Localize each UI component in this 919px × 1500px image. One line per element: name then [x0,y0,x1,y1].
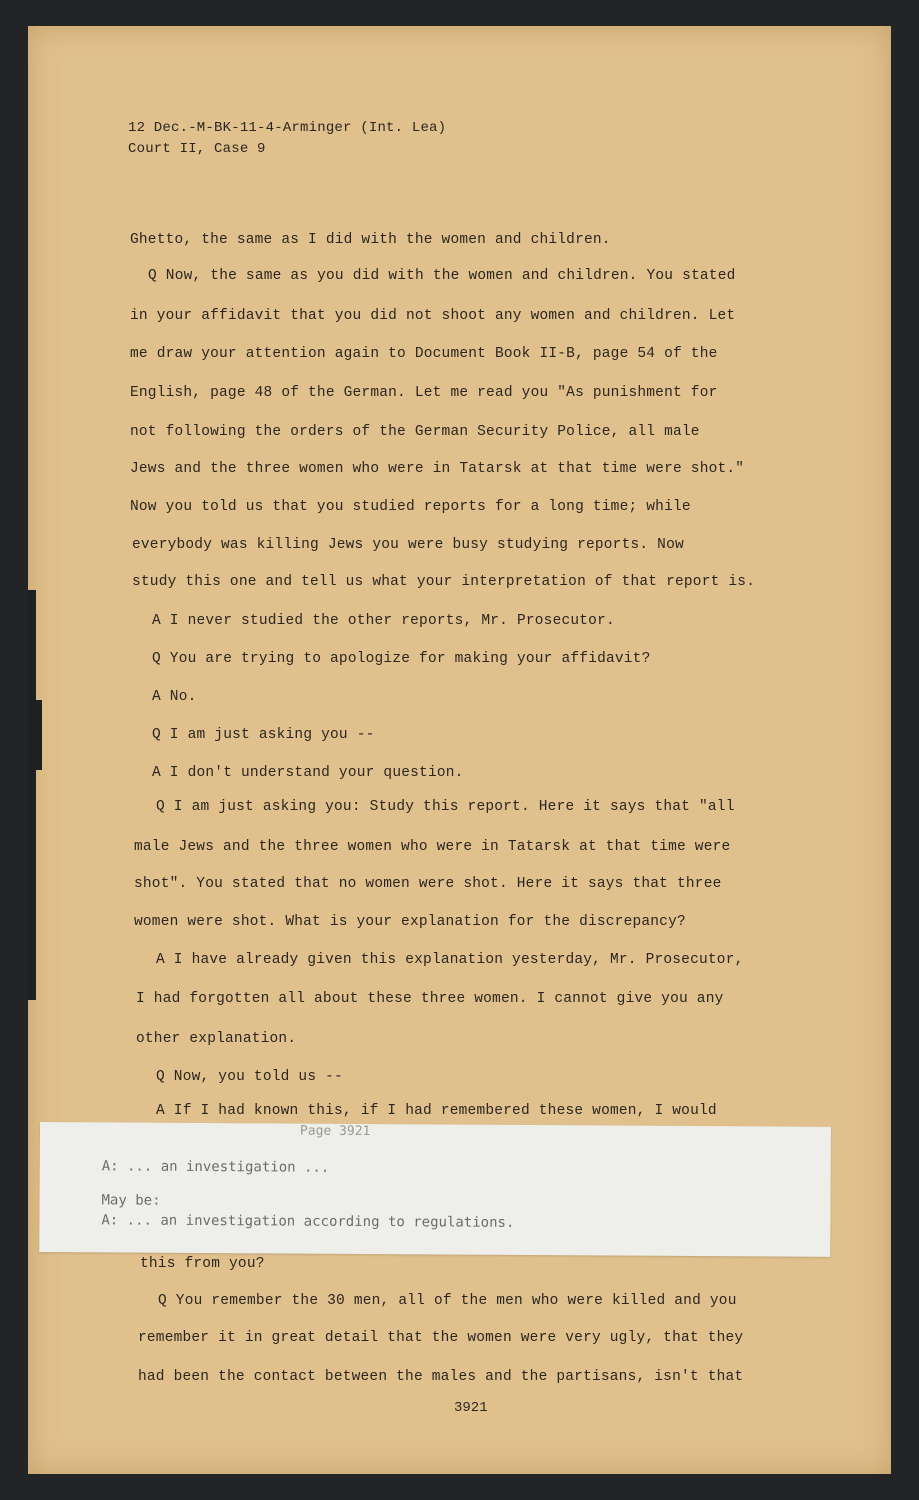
transcript-line: A I have already given this explanation yesterday, Mr. Prosecutor, [156,952,744,968]
header-line-2: Court II, Case 9 [128,141,266,157]
transcript-line: Q Now, the same as you did with the women and children. You stated [148,268,736,284]
transcript-line: A If I had known this, if I had remembered these women, I would [156,1103,717,1119]
transcript-line: women were shot. What is your explanation for the discrepancy? [134,914,686,930]
transcript-line: Q You remember the 30 men, all of the men who were killed and you [158,1293,737,1309]
transcript-line: Ghetto, the same as I did with the women and children. [130,232,611,248]
transcript-line: everybody was killing Jews you were busy studying reports. Now [132,537,684,553]
transcript-line: Q Now, you told us -- [156,1069,343,1085]
transcript-line: Q You are trying to apologize for making your affidavit? [152,651,651,667]
correction-line: May be: [101,1192,161,1209]
transcript-line: this from you? [140,1256,265,1272]
transcript-line: me draw your attention again to Document Book II-B, page 54 of the [130,346,718,362]
transcript-line: A No. [152,689,197,705]
correction-line: A: ... an investigation ... [101,1158,330,1176]
torn-edge-notch [28,700,42,770]
torn-edge [28,590,36,1000]
transcript-line: shot". You stated that no women were shot. Here it says that three [134,876,722,892]
transcript-line: I had forgotten all about these three women. I cannot give you any [136,991,724,1007]
correction-line: A: ... an investigation according to regulations. [101,1212,515,1231]
transcript-line: male Jews and the three women who were in Tatarsk at that time were [134,839,731,855]
correction-page-label: Page 3921 [299,1123,371,1140]
page-number: 3921 [454,1400,488,1416]
header-line-1: 12 Dec.-M-BK-11-4-Arminger (Int. Lea) [128,120,447,136]
transcript-line: not following the orders of the German Security Police, all male [130,424,700,440]
correction-slip [39,1122,831,1257]
transcript-line: other explanation. [136,1031,297,1047]
transcript-line: A I never studied the other reports, Mr. Prosecutor. [152,613,615,629]
transcript-line: A I don't understand your question. [152,765,464,781]
transcript-line: remember it in great detail that the women were very ugly, that they [138,1330,744,1346]
transcript-line: in your affidavit that you did not shoot any women and children. Let [130,308,736,324]
transcript-line: English, page 48 of the German. Let me read you "As punishment for [130,385,718,401]
transcript-line: Q I am just asking you -- [152,727,375,743]
transcript-line: Jews and the three women who were in Tatarsk at that time were shot." [130,461,745,477]
transcript-line: Now you told us that you studied reports for a long time; while [130,499,691,515]
transcript-line: Q I am just asking you: Study this report. Here it says that "all [156,799,735,815]
transcript-line: study this one and tell us what your interpretation of that report is. [132,574,756,590]
transcript-line: had been the contact between the males and the partisans, isn't that [138,1369,744,1385]
